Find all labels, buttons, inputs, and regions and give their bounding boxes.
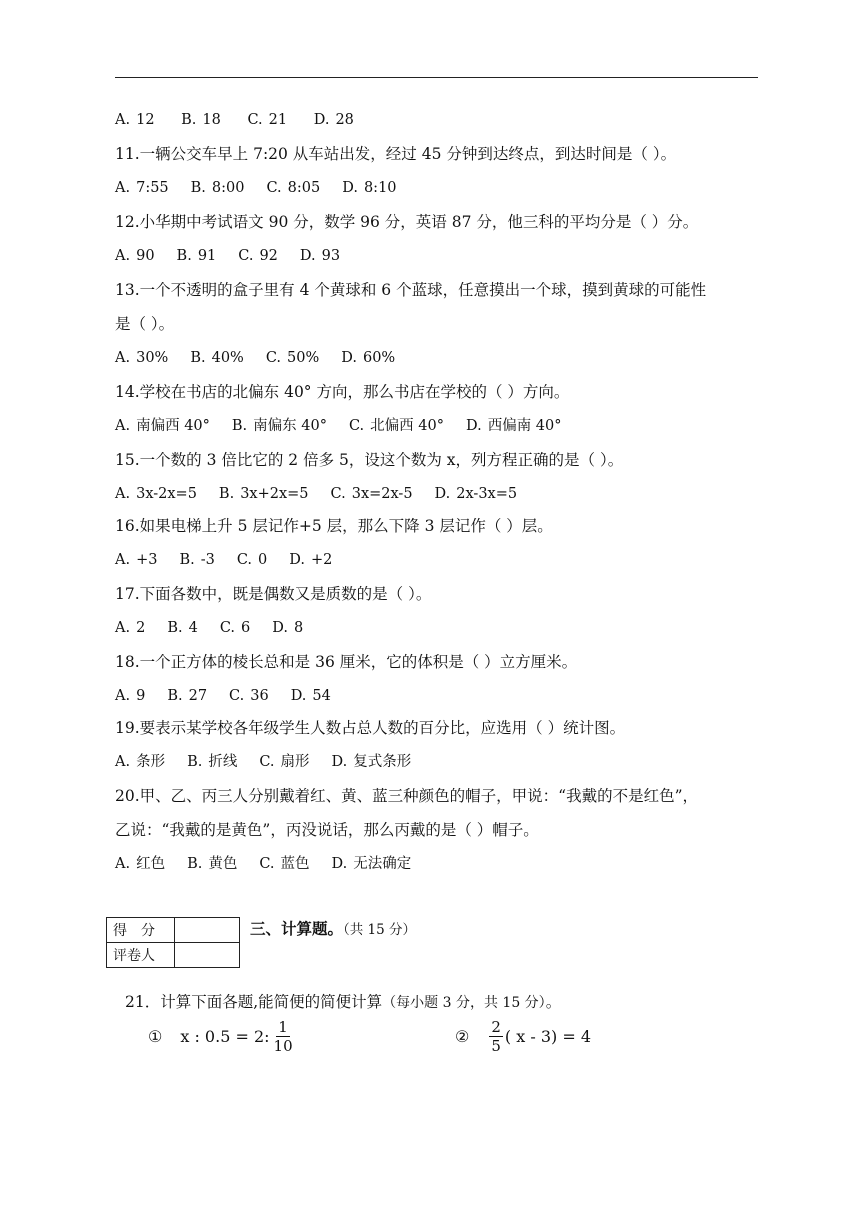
- option-c[interactable]: C. 8:05: [266, 180, 321, 196]
- equation-2: [455, 1018, 591, 1055]
- option-d[interactable]: D. 8: [272, 620, 304, 636]
- option-d[interactable]: D. 54: [290, 688, 331, 704]
- option-c[interactable]: C. 扇形: [259, 754, 310, 770]
- option-a[interactable]: A. +3: [115, 552, 158, 568]
- grader-label: 评卷人: [107, 943, 175, 968]
- fraction-two-fifths: [489, 1018, 503, 1055]
- question-stem: 14.学校在书店的北偏东 40° 方向，那么书店在学校的（ ）方向。: [115, 383, 570, 401]
- option-b[interactable]: B. 南偏东 40°: [231, 418, 327, 434]
- option-c[interactable]: C. 6: [219, 620, 251, 636]
- question-options: [115, 348, 417, 368]
- question-options: [115, 854, 433, 874]
- option-d[interactable]: D. 8:10: [342, 180, 397, 196]
- score-table: [106, 917, 240, 968]
- option-d[interactable]: D. +2: [289, 552, 333, 568]
- option-c[interactable]: C. 36: [229, 688, 269, 704]
- question-stem: 20.甲、乙、丙三人分别戴着红、黄、蓝三种颜色的帽子，甲说：“我戴的不是红色”，: [115, 787, 699, 805]
- question-options: [115, 618, 325, 638]
- question-stem: 16.如果电梯上升 5 层记作+5 层，那么下降 3 层记作（ ）层。: [115, 517, 553, 535]
- question-options: [115, 178, 419, 198]
- option-b[interactable]: B. 91: [176, 248, 217, 264]
- option-b[interactable]: B. 27: [167, 688, 208, 704]
- score-cell[interactable]: [175, 918, 240, 943]
- equation-2-rhs: ( x - 3) = 4: [504, 1027, 591, 1046]
- option-a[interactable]: A. 30%: [115, 350, 169, 366]
- option-a[interactable]: A. 3x-2x=5: [115, 486, 197, 502]
- question-stem: 15.一个数的 3 倍比它的 2 倍多 5，设这个数为 x，列方程正确的是（ ）。: [115, 451, 624, 469]
- equation-1-marker: ①: [148, 1027, 163, 1046]
- question-options: [115, 484, 539, 504]
- fraction-denominator: 10: [273, 1037, 293, 1055]
- option-d[interactable]: D. 西偏南 40°: [465, 418, 562, 434]
- question-21-stem: [125, 990, 561, 1012]
- question-stem: 12.小华期中考试语文 90 分，数学 96 分，英语 87 分，他三科的平均分是（ ）分。: [115, 213, 699, 231]
- question-options: [115, 686, 353, 706]
- question-options: [115, 752, 433, 772]
- option-d[interactable]: D. 复式条形: [331, 754, 412, 770]
- fraction-numerator: 1: [278, 1018, 288, 1036]
- q10-options: [115, 110, 376, 130]
- equation-1: [148, 1018, 297, 1055]
- question-options: [115, 416, 584, 436]
- option-b[interactable]: B. 折线: [187, 754, 238, 770]
- equation-2-marker: ②: [455, 1027, 470, 1046]
- option-d[interactable]: D. 28: [313, 112, 354, 128]
- option-a[interactable]: A. 90: [115, 248, 155, 264]
- question-stem: 11.一辆公交车早上 7:20 从车站出发，经过 45 分钟到达终点，到达时间是（ ）。: [115, 145, 677, 163]
- section-title: [250, 917, 416, 939]
- question-options: [115, 246, 362, 266]
- q21-text: 21．计算下面各题,能简便的简便计算: [125, 993, 383, 1011]
- option-a[interactable]: A. 7:55: [115, 180, 169, 196]
- equation-1-lhs: x : 0.5 = 2:: [180, 1027, 270, 1046]
- fraction-denominator: 5: [491, 1037, 501, 1055]
- option-c[interactable]: C. 蓝色: [259, 856, 310, 872]
- option-c[interactable]: C. 21: [247, 112, 288, 128]
- option-c[interactable]: C. 50%: [265, 350, 320, 366]
- option-a[interactable]: A. 红色: [115, 856, 166, 872]
- option-c[interactable]: C. 0: [236, 552, 268, 568]
- question-stem-continued: 是（ ）。: [115, 315, 175, 333]
- option-b[interactable]: B. 黄色: [187, 856, 238, 872]
- option-b[interactable]: B. 40%: [190, 350, 244, 366]
- option-c[interactable]: C. 3x=2x-5: [330, 486, 413, 502]
- question-stem-continued: 乙说：“我戴的是黄色”，丙没说话，那么丙戴的是（ ）帽子。: [115, 821, 539, 839]
- option-a[interactable]: A. 12: [115, 112, 155, 128]
- section-heading: 三、计算题。: [250, 919, 344, 938]
- option-a[interactable]: A. 条形: [115, 754, 166, 770]
- q21-note: （每小题 3 分，共 15 分）: [382, 995, 546, 1011]
- option-d[interactable]: D. 无法确定: [331, 856, 412, 872]
- option-b[interactable]: B. 18: [181, 112, 221, 128]
- fraction-numerator: 2: [491, 1018, 501, 1036]
- option-b[interactable]: B. 4: [167, 620, 198, 636]
- question-stem: 13.一个不透明的盒子里有 4 个黄球和 6 个蓝球，任意摸出一个球，摸到黄球的可能性: [115, 281, 707, 299]
- q21-tail: 。: [545, 993, 562, 1011]
- grader-cell[interactable]: [175, 943, 240, 968]
- option-c[interactable]: C. 北偏西 40°: [348, 418, 444, 434]
- fraction-one-tenth: [272, 1018, 295, 1055]
- option-d[interactable]: D. 93: [299, 248, 341, 264]
- option-a[interactable]: A. 南偏西 40°: [115, 418, 210, 434]
- section-points: （共 15 分）: [343, 922, 417, 938]
- option-d[interactable]: D. 2x-3x=5: [434, 486, 518, 502]
- option-b[interactable]: B. 3x+2x=5: [218, 486, 309, 502]
- option-b[interactable]: B. 8:00: [190, 180, 245, 196]
- option-d[interactable]: D. 60%: [341, 350, 396, 366]
- header-rule: [115, 77, 758, 78]
- question-stem: 17.下面各数中，既是偶数又是质数的是（ ）。: [115, 585, 432, 603]
- score-label: 得 分: [107, 918, 175, 943]
- question-stem: 19.要表示某学校各年级学生人数占总人数的百分比，应选用（ ）统计图。: [115, 719, 626, 737]
- option-b[interactable]: B. -3: [179, 552, 215, 568]
- option-a[interactable]: A. 2: [115, 620, 146, 636]
- grader-row: [107, 943, 240, 968]
- score-row: [107, 918, 240, 943]
- option-a[interactable]: A. 9: [115, 688, 146, 704]
- question-options: [115, 550, 354, 570]
- option-c[interactable]: C. 92: [238, 248, 278, 264]
- question-stem: 18.一个正方体的棱长总和是 36 厘米，它的体积是（ ）立方厘米。: [115, 653, 578, 671]
